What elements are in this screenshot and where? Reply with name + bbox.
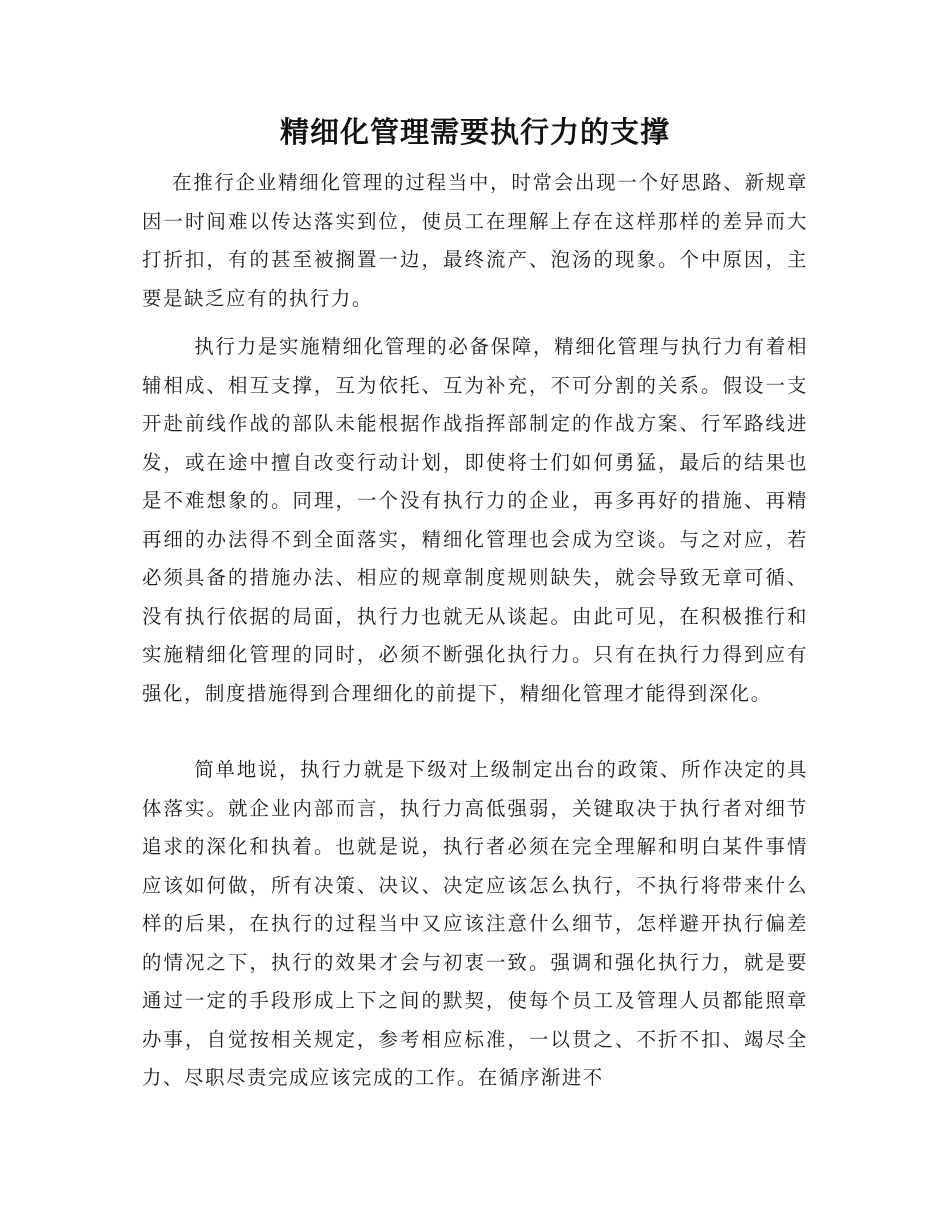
paragraph-1: 在推行企业精细化管理的过程当中，时常会出现一个好思路、新规章因一时间难以传达落实到位，使员工在理解上存在这样那样的差异而大打折扣，有的甚至被搁置一边，最终流产、泡汤的现象。个中原因，主要是缺乏应有的执行力。 (142, 171, 808, 310)
paragraph-2: 执行力是实施精细化管理的必备保障，精细化管理与执行力有着相辅相成、相互支撑，互为依托、互为补充，不可分割的关系。假设一支开赴前线作战的部队未能根据作战指挥部制定的作战方案、行军路线进发，或在途中擅自改变行动计划，即使将士们如何勇猛，最后的结果也是不难想象的。同理，一个没有执行力的企业，再多再好的措施、再精再细的办法得不到全面落实，精细化管理也会成为空谈。与之对应，若必须具备的措施办法、相应的规章制度规则缺失，就会导致无章可循、没有执行依据的局面，执行力也就无从谈起。由此可见，在积极推行和实施精细化管理的同时，必须不断强化执行力。只有在执行力得到应有强化，制度措施得到合理细化的前提下，精细化管理才能得到深化。 (142, 335, 808, 705)
document-title: 精细化管理需要执行力的支撑 (279, 115, 670, 149)
paragraph-3: 简单地说，执行力就是下级对上级制定出台的政策、所作决定的具体落实。就企业内部而言，执行力高低强弱，关键取决于执行者对细节追求的深化和执着。也就是说，执行者必须在完全理解和明白某件事情应该如何做，所有决策、决议、决定应该怎么执行，不执行将带来什么样的后果，在执行的过程当中又应该注意什么细节，怎样避开执行偏差的情况之下，执行的效果才会与初衷一致。强调和强化执行力，就是要通过一定的手段形成上下之间的默契，使每个员工及管理人员都能照章办事，自觉按相关规定，参考相应标准，一以贯之、不折不扣、竭尽全力、尽职尽责完成应该完成的工作。在循序渐进不 (142, 758, 808, 1089)
